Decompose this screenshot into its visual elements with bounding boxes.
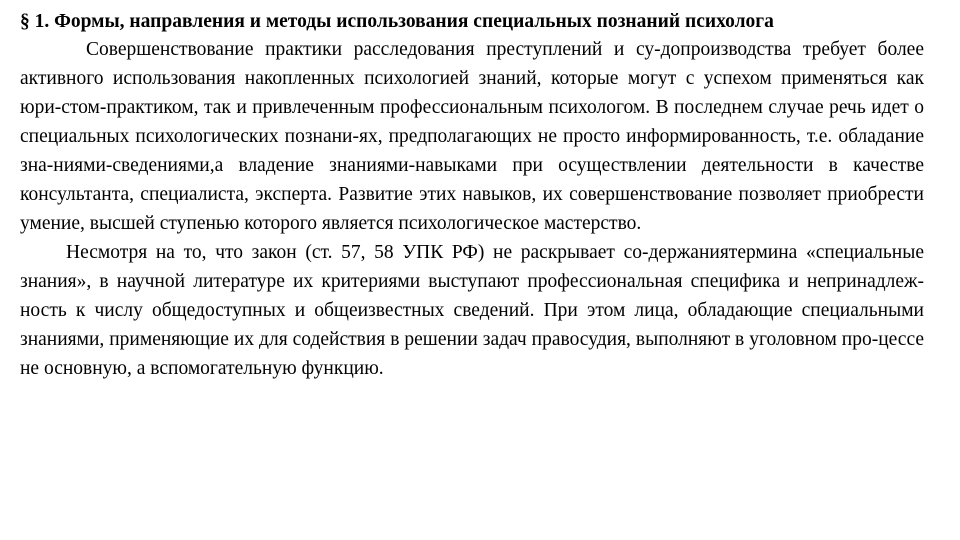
paragraph-2: Несмотря на то, что закон (ст. 57, 58 УПК РФ) не раскрывает со-держаниятермина «специальные знания», в научной литературе их критериями выступают профессиональная специфика и непринадлеж-ность к числу общедоступных и общеизвестных сведений. При этом лица, обладающие специальными знаниями, применяющие их для содействия в решении задач правосудия, выполняют в уголовном про-цессе не основную, а вспомогательную функцию. <box>20 242 924 379</box>
document-body <box>20 35 924 383</box>
section-heading: § 1. Формы, направления и методы использования специальных познаний психолога <box>20 11 774 32</box>
paragraph-1: Совершенствование практики расследования преступлений и су-допроизводства требует более активного использования накопленных психологией знаний, которые могут с успехом применяться как юри-стом-практиком, так и привлеченным профессиональным психологом. В последнем случае речь идет о специальных психологических познани-ях, предполагающих не просто информированность, т.е. обладание зна-ниями-сведениями,а владение знаниями-навыками при осуществлении деятельности в качестве консультанта, специалиста, эксперта. Развитие этих навыков, их совершенствование позволяет приобрести умение, высшей ступенью которого является психологическое мастерство. <box>20 39 924 234</box>
